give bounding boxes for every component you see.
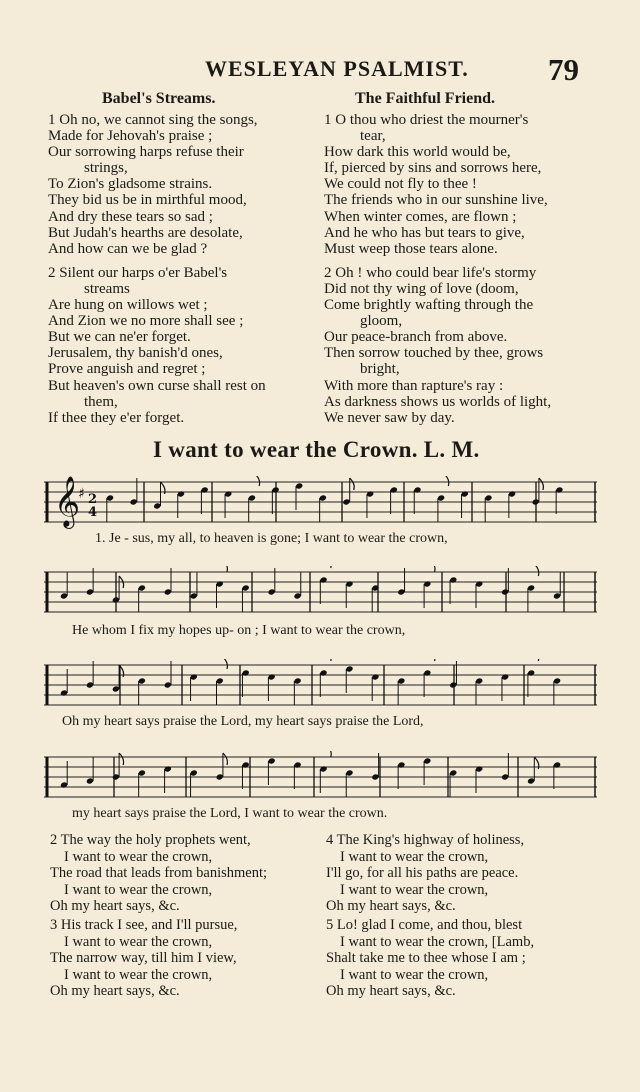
- note-flag-icon: [327, 751, 332, 757]
- verse-line: Then sorrow touched by thee, grows: [324, 345, 544, 362]
- staff-lyrics: Oh my heart says praise the Lord, my heart says praise the Lord,: [62, 714, 424, 729]
- verse-line: I want to wear the crown,: [64, 881, 213, 898]
- verse-line: We never saw by day.: [324, 409, 455, 426]
- treble-clef-icon: 𝄞: [54, 476, 81, 527]
- verse-line: I want to wear the crown,: [64, 966, 213, 983]
- verse-line: 1 O thou who driest the mourner's: [324, 112, 529, 128]
- verse-line: The narrow way, till him I view,: [50, 950, 237, 967]
- lower-left-verses: [50, 832, 267, 1000]
- tune-title: I want to wear the Crown. L. M.: [153, 437, 480, 462]
- verse-line: bright,: [360, 361, 400, 378]
- verse-line: Are hung on willows wet ;: [48, 297, 208, 314]
- verse-line: Must weep those tears alone.: [324, 240, 498, 257]
- verse-line: 3 His track I see, and I'll pursue,: [50, 916, 238, 933]
- verse-line: tear,: [360, 128, 386, 145]
- verse-line: Our peace-branch from above.: [324, 329, 508, 346]
- verse-line: But Judah's hearths are desolate,: [48, 224, 243, 241]
- verse-line: But we can ne'er forget.: [48, 329, 191, 346]
- verse-line: And he who has but tears to give,: [324, 224, 525, 241]
- note-flag-icon: [223, 566, 228, 572]
- verse-line: But heaven's own curse shall rest on: [48, 377, 266, 394]
- verse-line: I want to wear the crown,: [340, 881, 489, 898]
- verse-line: them,: [84, 393, 118, 410]
- verse-line: 2 The way the holy prophets went,: [50, 832, 251, 848]
- staff-lyrics: 1. Je - sus, my all, to heaven is gone; I want to wear the crown,: [95, 531, 448, 546]
- verse-line: gloom,: [360, 313, 403, 330]
- verse-line: With more than rapture's ray :: [324, 377, 504, 394]
- verse-line: Made for Jehovah's praise ;: [48, 128, 213, 145]
- note-flag-icon: [223, 659, 228, 669]
- verse-line: Prove anguish and regret ;: [48, 361, 206, 378]
- verse-line: Oh my heart says, &c.: [50, 983, 180, 1000]
- verse-line: We could not fly to thee !: [324, 176, 477, 193]
- verse-line: The road that leads from banishment;: [50, 865, 268, 882]
- verse-line: Oh my heart says, &c.: [50, 898, 180, 915]
- verse-line: 4 The King's highway of holiness,: [326, 832, 525, 848]
- verse-line: strings,: [84, 160, 128, 177]
- note-flag-icon: [327, 659, 332, 661]
- verse-line: I want to wear the crown,: [340, 848, 489, 865]
- music-staff: [44, 751, 597, 807]
- verse-line: I'll go, for all his paths are peace.: [326, 865, 519, 882]
- time-signature: 4: [88, 505, 98, 520]
- time-signature: 2: [88, 492, 98, 507]
- verse-line: I want to wear the crown,: [64, 933, 213, 950]
- verse-line: Did not thy wing of love (doom,: [324, 280, 519, 297]
- verse-line: 5 Lo! glad I come, and thou, blest: [326, 916, 523, 933]
- note-flag-icon: [539, 478, 544, 490]
- verse-line: How dark this world would be,: [324, 144, 511, 161]
- note-flag-icon: [444, 476, 449, 486]
- left-hymn-text: [48, 112, 266, 426]
- verse-line: 1 Oh no, we cannot sing the songs,: [48, 112, 258, 128]
- verse-line: 2 Silent our harps o'er Babel's: [48, 264, 228, 281]
- verse-line: They bid us be in mirthful mood,: [48, 192, 247, 209]
- note-flag-icon: [255, 476, 260, 486]
- note-flag-icon: [431, 659, 436, 661]
- verse-line: Our sorrowing harps refuse their: [48, 144, 244, 161]
- verse-line: When winter comes, are flown ;: [324, 208, 517, 225]
- verse-line: As darkness shows us worlds of light,: [324, 393, 552, 410]
- note-flag-icon: [327, 566, 332, 568]
- verse-line: I want to wear the crown,: [340, 966, 489, 983]
- music-staff: [44, 659, 597, 715]
- verse-line: If, pierced by sins and sorrows here,: [324, 160, 542, 177]
- note-flag-icon: [431, 566, 436, 572]
- verse-line: I want to wear the crown, [Lamb,: [340, 933, 535, 950]
- note-flag-icon: [223, 753, 228, 765]
- verse-line: The friends who in our sunshine live,: [324, 192, 548, 209]
- note-flag-icon: [534, 566, 539, 576]
- verse-line: If thee they e'er forget.: [48, 409, 185, 426]
- verse-line: Oh my heart says, &c.: [326, 983, 456, 1000]
- right-hymn-text: [324, 112, 551, 426]
- verse-line: Shalt take me to thee whose I am ;: [326, 950, 526, 967]
- sharp-icon: ♯: [78, 486, 85, 502]
- note-flag-icon: [119, 753, 124, 765]
- right-hymn-title: The Faithful Friend.: [355, 90, 496, 107]
- music-staff: [44, 476, 597, 532]
- verse-line: Oh my heart says, &c.: [326, 898, 456, 915]
- note-flag-icon: [350, 478, 355, 490]
- verse-line: streams: [84, 280, 130, 297]
- left-hymn-title: Babel's Streams.: [102, 90, 216, 107]
- verse-line: 2 Oh ! who could bear life's stormy: [324, 264, 537, 281]
- verse-line: And how can we be glad ?: [48, 240, 208, 257]
- verse-line: I want to wear the crown,: [64, 848, 213, 865]
- running-header: WESLEYAN PSALMIST.: [205, 56, 469, 81]
- lower-right-verses: [326, 832, 534, 1000]
- note-flag-icon: [534, 659, 539, 661]
- music-staff: [44, 566, 597, 622]
- page-number: 79: [548, 52, 579, 87]
- verse-line: And Zion we no more shall see ;: [48, 313, 244, 330]
- verse-line: And dry these tears so sad ;: [48, 208, 213, 225]
- staff-lyrics: He whom I fix my hopes up- on ; I want to wear the crown,: [72, 623, 406, 638]
- verse-line: To Zion's gladsome strains.: [48, 176, 213, 193]
- staff-lyrics: my heart says praise the Lord, I want to wear the crown.: [72, 806, 388, 821]
- verse-line: Come brightly wafting through the: [324, 297, 534, 314]
- verse-line: Jerusalem, thy banish'd ones,: [48, 345, 223, 362]
